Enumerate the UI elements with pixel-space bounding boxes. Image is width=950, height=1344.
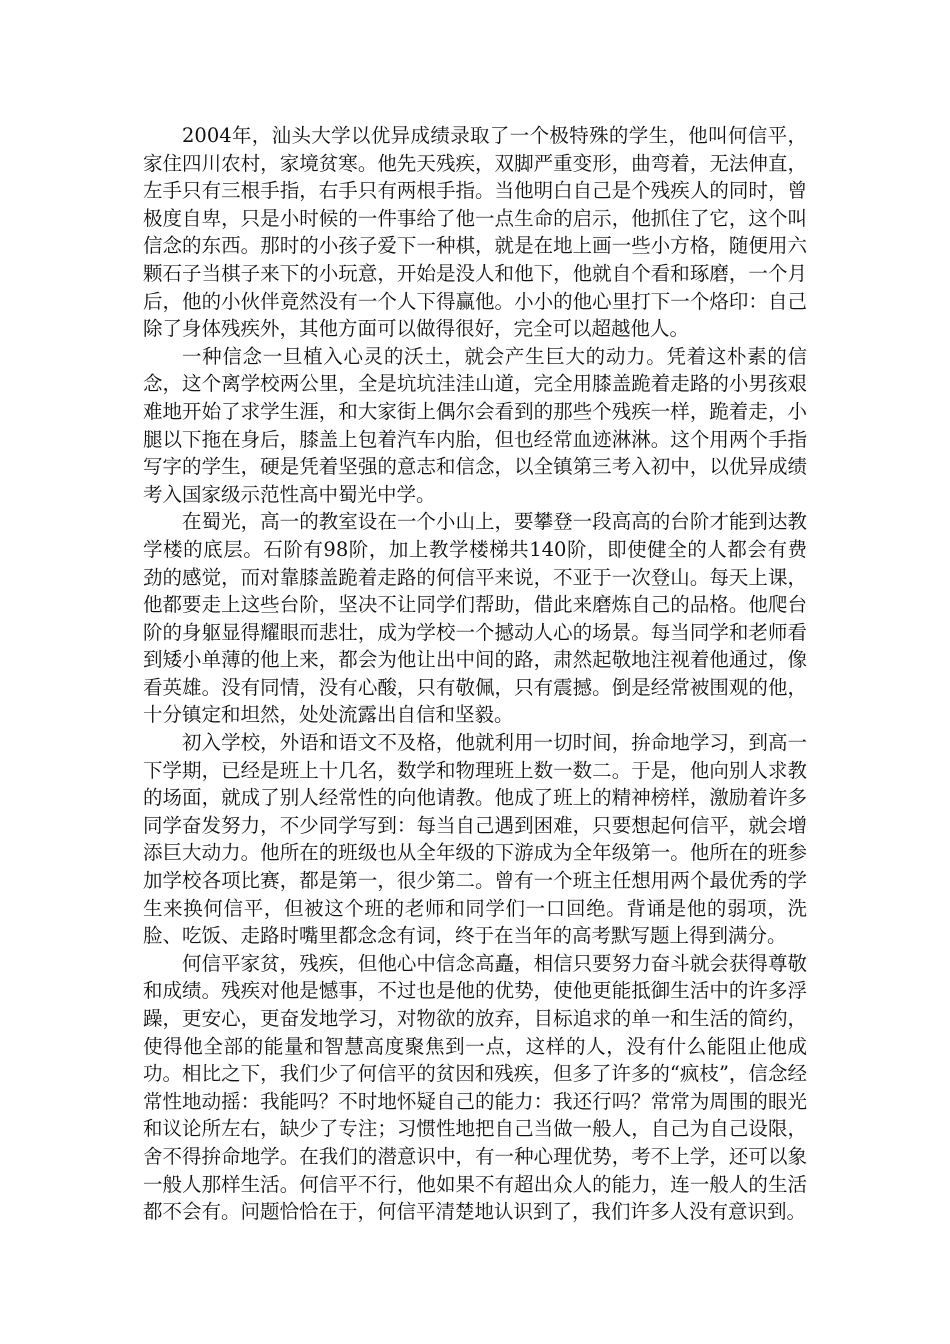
paragraph-3: 在蜀光，高一的教室设在一个小山上，要攀登一段高高的台阶才能到达教学楼的底层。石阶有98阶，加上教学楼梯共140阶，即使健全的人都会有费劲的感觉，而对靠膝盖跪着走路的何信平来说，不亚于一次登山。每天上课，他都要走上这些台阶，坚决不让同学们帮助，借此来磨炼自己的品格。他爬台阶的身躯显得耀眼而悲壮，成为学校一个撼动人心的场景。每当同学和老师看到矮小单薄的他上来，都会为他让出中间的路，肃然起敬地注视着他通过，像看英雄。没有同情，没有心酸，只有敬佩，只有震撼。倒是经常被围观的他，十分镇定和坦然，处处流露出自信和坚毅。: [143, 510, 807, 727]
paragraph-2: 一种信念一旦植入心灵的沃土，就会产生巨大的动力。凭着这朴素的信念，这个离学校两公里，全是坑坑洼洼山道，完全用膝盖跪着走路的小男孩艰难地开始了求学生涯，和大家街上偶尔会看到的那些个残疾一样，跪着走，小腿以下拖在身后，膝盖上包着汽车内胎，但也经常血迹淋淋。这个用两个手指写字的学生，硬是凭着坚强的意志和信念，以全镇第三考入初中，以优异成绩考入国家级示范性高中蜀光中学。: [143, 344, 807, 506]
paragraph-4: 初入学校，外语和语文不及格，他就利用一切时间，拚命地学习，到高一下学期，已经是班上十几名，数学和物理班上数一数二。于是，他向别人求教的场面，就成了别人经常性的向他请教。他成了班上的精神榜样，激励着许多同学奋发努力，不少同学写到：每当自己遇到困难，只要想起何信平，就会增添巨大动力。他所在的班级也从全年级的下游成为全年级第一。他所在的班参加学校各项比赛，都是第一，很少第二。曾有一个班主任想用两个最优秀的学生来换何信平，但被这个班的老师和同学们一口回绝。背诵是他的弱项，洗脸、吃饭、走路时嘴里都念念有词，终于在当年的高考默写题上得到满分。: [143, 731, 807, 948]
paragraph-5: 何信平家贫，残疾，但他心中信念高矗，相信只要努力奋斗就会获得尊敬和成绩。残疾对他是憾事，不过也是他的优势，使他更能抵御生活中的许多浮躁，更安心，更奋发地学习，对物欲的放弃，目标追求的单一和生活的简约，使得他全部的能量和智慧高度聚焦到一点，这样的人，没有什么能阻止他成功。相比之下，我们少了何信平的贫因和残疾，但多了许多的“疯枝”，信念经常性地动摇：我能吗？不时地怀疑自己的能力：我还行吗？常常为周围的眼光和议论所左右，缺少了专注；习惯性地把自己当做一般人，自己为自己设限，舍不得拚命地学。在我们的潜意识中，有一种心理优势，考不上学，还可以象一般人那样生活。何信平不行，他如果不有超出众人的能力，连一般人的生活都不会有。问题恰恰在于，何信平清楚地认识到了，我们许多人没有意识到。: [143, 951, 807, 1224]
paragraph-1: 2004年，汕头大学以优异成绩录取了一个极特殊的学生，他叫何信平，家住四川农村，家境贫寒。他先天残疾，双脚严重变形，曲弯着，无法伸直，左手只有三根手指，右手只有两根手指。当他明白自己是个残疾人的同时，曾极度自卑，只是小时候的一件事给了他一点生命的启示，他抓住了它，这个叫信念的东西。那时的小孩子爱下一种棋，就是在地上画一些小方格，随便用六颗石子当棋子来下的小玩意，开始是没人和他下，他就自个看和琢磨，一个月后，他的小伙伴竟然没有一个人下得赢他。小小的他心里打下一个烙印：自己除了身体残疾外，其他方面可以做得很好，完全可以超越他人。: [143, 124, 807, 341]
document-body: [143, 122, 807, 1226]
